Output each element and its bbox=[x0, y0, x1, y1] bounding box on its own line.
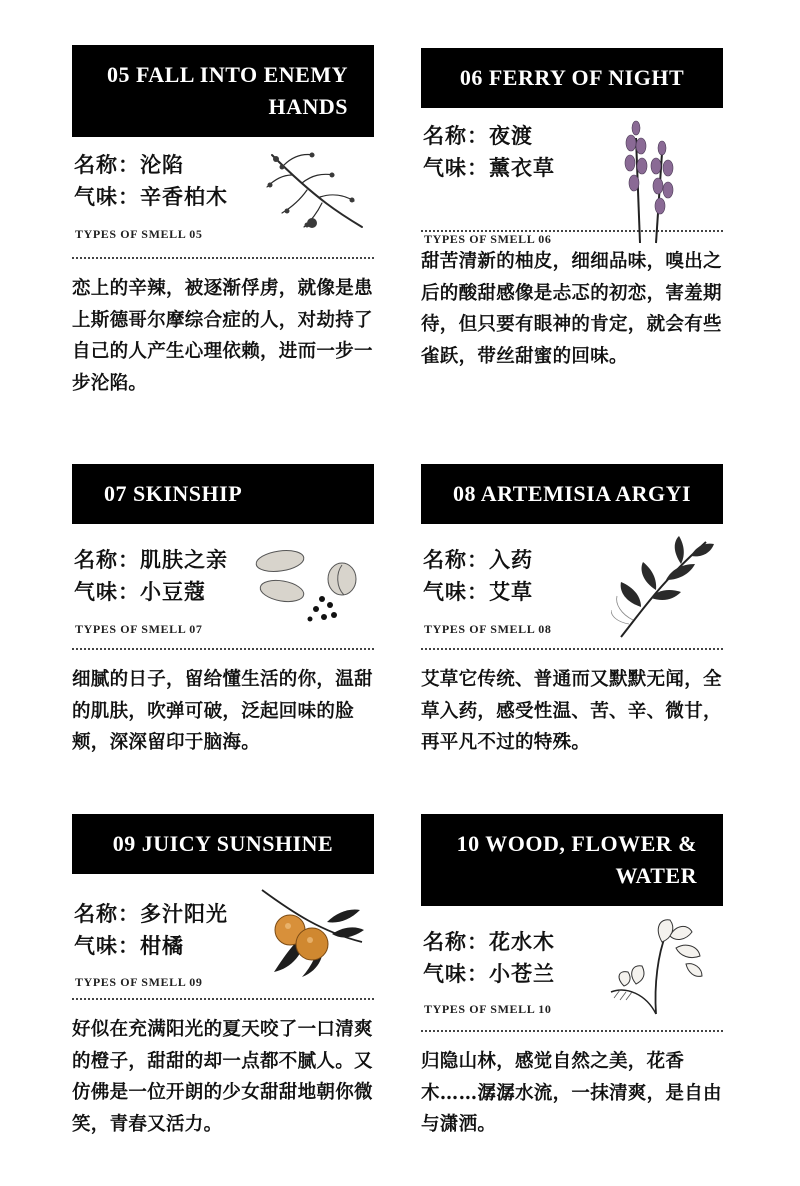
card-09 bbox=[72, 814, 374, 1140]
cardamom-pods-icon bbox=[252, 539, 364, 639]
card-info bbox=[421, 906, 723, 1026]
card-info bbox=[72, 874, 374, 1004]
dotted-divider bbox=[72, 257, 374, 259]
card-description: 归隐山林，感觉自然之美，花香木……潺潺水流，一抹清爽，是自由与潇洒。 bbox=[421, 1051, 722, 1135]
smell-line: 气味：小苍兰 bbox=[423, 961, 555, 986]
citrus-branch-icon bbox=[252, 882, 367, 982]
card-title-line1: 05 FALL INTO ENEMY bbox=[106, 62, 348, 87]
name-line: 名称：花水木 bbox=[423, 929, 555, 954]
card-title bbox=[72, 45, 374, 137]
name-line: 名称：肌肤之亲 bbox=[74, 547, 228, 572]
smell-line: 气味：辛香柏木 bbox=[74, 184, 228, 209]
types-label: TYPES OF SMELL 10 bbox=[424, 1002, 552, 1016]
card-06 bbox=[421, 48, 723, 372]
types-label: TYPES OF SMELL 05 bbox=[75, 227, 203, 241]
card-description: 恋上的辛辣，被逐渐俘虏，就像是患上斯德哥尔摩综合症的人，对劫持了自己的人产生心理依赖，进而一步一步沦陷。 bbox=[72, 278, 373, 394]
card-info bbox=[421, 524, 723, 654]
card-title-line1: 09 JUICY SUNSHINE bbox=[112, 831, 334, 856]
name-line: 名称：多汁阳光 bbox=[74, 901, 228, 926]
card-description: 好似在充满阳光的夏天咬了一口清爽的橙子，甜甜的却一点都不腻人。又仿佛是一位开朗的少女甜甜地朝你微笑，青春又活力。 bbox=[72, 1019, 373, 1135]
freesia-flower-icon bbox=[606, 914, 716, 1024]
card-title-line1: 08 ARTEMISIA ARGYI bbox=[452, 481, 692, 506]
card-info bbox=[72, 137, 374, 257]
lavender-icon bbox=[616, 118, 686, 246]
smell-line: 气味：薰衣草 bbox=[423, 155, 555, 180]
types-label: TYPES OF SMELL 09 bbox=[75, 975, 203, 989]
name-line: 名称：沦陷 bbox=[74, 152, 184, 177]
card-07 bbox=[72, 464, 374, 759]
cypress-branch-icon bbox=[262, 145, 372, 235]
card-info bbox=[72, 524, 374, 654]
card-08 bbox=[421, 464, 723, 759]
card-title-line1: 07 SKINSHIP bbox=[104, 481, 243, 506]
card-10 bbox=[421, 814, 723, 1141]
smell-line: 气味：小豆蔻 bbox=[74, 579, 206, 604]
card-description: 艾草它传统、普通而又默默无闻，全草入药，感受性温、苦、辛、微甘，再平凡不过的特殊。 bbox=[421, 669, 722, 753]
types-label: TYPES OF SMELL 06 bbox=[424, 232, 552, 246]
card-title bbox=[421, 464, 723, 524]
card-05 bbox=[72, 45, 374, 399]
card-description: 细腻的日子，留给懂生活的你，温甜的肌肤，吹弹可破，泛起回味的脸颊，深深留印于脑海。 bbox=[72, 669, 373, 753]
card-title-line2: WATER bbox=[615, 863, 697, 888]
types-label: TYPES OF SMELL 08 bbox=[424, 622, 552, 636]
name-line: 名称：入药 bbox=[423, 547, 533, 572]
card-title bbox=[72, 464, 374, 524]
card-title bbox=[72, 814, 374, 874]
mugwort-branch-icon bbox=[611, 532, 716, 642]
card-title-line1: 06 FERRY OF NIGHT bbox=[459, 65, 685, 90]
card-title bbox=[421, 48, 723, 108]
card-title-line2: HANDS bbox=[268, 94, 348, 119]
card-title bbox=[421, 814, 723, 906]
card-description: 甜苦清新的柚皮，细细品味，嗅出之后的酸甜感像是忐忑的初恋，害羞期待，但只要有眼神的肯定，就会有些雀跃，带丝甜蜜的回味。 bbox=[421, 251, 722, 367]
smell-line: 气味：艾草 bbox=[423, 579, 533, 604]
dotted-divider bbox=[421, 1030, 723, 1032]
name-line: 名称：夜渡 bbox=[423, 123, 533, 148]
smell-line: 气味：柑橘 bbox=[74, 933, 184, 958]
card-title-line1: 10 WOOD, FLOWER & bbox=[456, 831, 697, 856]
types-label: TYPES OF SMELL 07 bbox=[75, 622, 203, 636]
card-info bbox=[421, 108, 723, 246]
